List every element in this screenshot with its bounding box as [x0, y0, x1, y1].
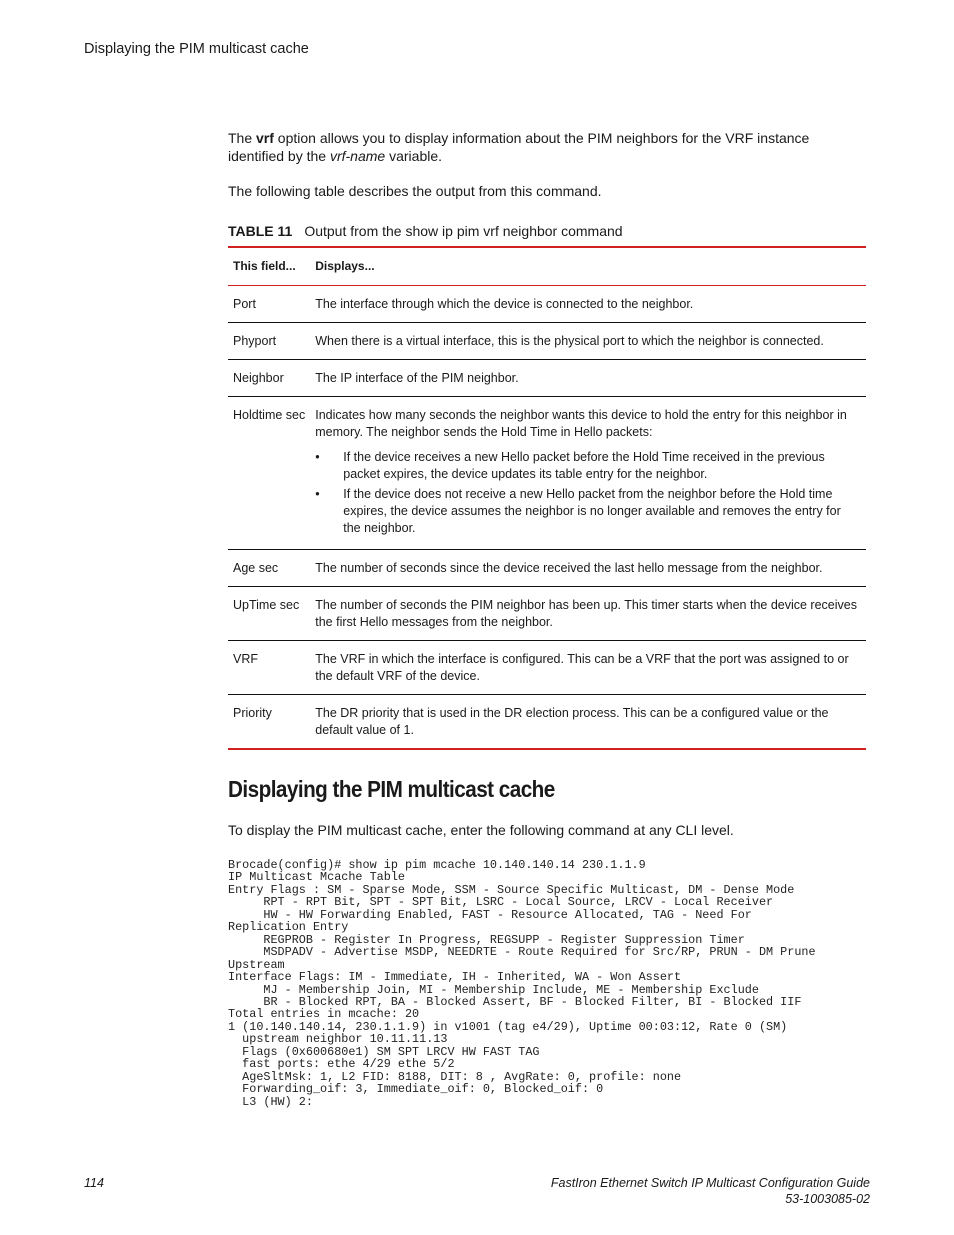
bullet-marker: •	[315, 450, 320, 464]
cli-line: Replication Entry	[228, 920, 349, 935]
table-row	[228, 641, 866, 695]
table-row	[228, 550, 866, 587]
cli-line: Forwarding_oif: 3, Immediate_oif: 0, Blocked_oif: 0	[228, 1082, 604, 1097]
footer-book-info	[551, 1175, 870, 1207]
field-name: Neighbor	[233, 371, 284, 385]
field-name: Age sec	[233, 561, 279, 575]
vrf-keyword: vrf	[256, 130, 274, 146]
intro-text: The	[228, 130, 257, 146]
cli-line: IP Multicast Mcache Table	[228, 870, 405, 885]
field-description: The DR priority that is used in the DR election process. This can be a configured value or the default value of 1.	[315, 706, 829, 737]
book-title: FastIron Ethernet Switch IP Multicast Configuration Guide	[550, 1176, 870, 1190]
field-description: The IP interface of the PIM neighbor.	[315, 371, 519, 385]
cli-line: BR - Blocked RPT, BA - Blocked Assert, BF - Blocked Filter, BI - Blocked IIF	[228, 994, 802, 1009]
list-item	[315, 449, 861, 483]
cli-line: AgeSltMsk: 1, L2 FID: 8188, DIT: 8 , AvgRate: 0, profile: none	[228, 1069, 682, 1084]
column-header-field: This field...	[233, 259, 296, 273]
cli-line: Entry Flags : SM - Sparse Mode, SSM - Source Specific Multicast, DM - Dense Mode	[228, 882, 795, 897]
cli-line: fast ports: ethe 4/29 ethe 5/2	[228, 1057, 455, 1072]
field-name: Phyport	[233, 334, 277, 348]
cli-line: Interface Flags: IM - Immediate, IH - Inherited, WA - Won Assert	[228, 970, 682, 985]
table-row	[228, 323, 866, 360]
vrf-name-variable: vrf-name	[329, 148, 386, 164]
cli-output-block	[228, 859, 816, 1108]
field-description: The number of seconds the PIM neighbor has been up. This timer starts when the device receives the first Hello messages from the neighbor.	[315, 598, 857, 629]
cli-line: Brocade(config)# show ip pim mcache 10.140.140.14 230.1.1.9	[228, 858, 646, 872]
page-number: 114	[84, 1176, 104, 1190]
cli-line: Upstream	[228, 957, 285, 972]
table-row	[228, 360, 866, 397]
document-number: 53-1003085-02	[785, 1192, 870, 1206]
cli-line: 1 (10.140.140.14, 230.1.1.9) in v1001 (tag e4/29), Uptime 00:03:12, Rate 0 (SM)	[228, 1019, 788, 1034]
cli-line: Total entries in mcache: 20	[228, 1007, 420, 1022]
cli-line: HW - HW Forwarding Enabled, FAST - Resource Allocated, TAG - Need For	[228, 907, 752, 922]
table-title: Output from the show ip pim vrf neighbor command	[304, 223, 623, 239]
output-field-table	[228, 246, 866, 750]
table-row	[228, 397, 866, 550]
bullet-text: If the device receives a new Hello packet before the Hold Time received in the previous packet expires, the device updates its table entry for the neighbor.	[343, 450, 825, 481]
intro-text-end: variable.	[385, 148, 443, 164]
cli-line: MJ - Membership Join, MI - Membership Include, ME - Membership Exclude	[228, 982, 759, 997]
table-header-row	[228, 247, 866, 286]
running-header: Displaying the PIM multicast cache	[84, 41, 309, 57]
intro-paragraph	[228, 129, 848, 165]
field-name: UpTime sec	[233, 598, 300, 612]
cli-line: L3 (HW) 2:	[228, 1094, 313, 1109]
table-row	[228, 695, 866, 750]
table-row	[228, 587, 866, 641]
field-description: The number of seconds since the device received the last hello message from the neighbor.	[315, 561, 823, 575]
table-number: TABLE 11	[228, 223, 293, 239]
cli-line: Flags (0x600680e1) SM SPT LRCV HW FAST TAG	[228, 1044, 540, 1059]
table-row	[228, 286, 866, 323]
holdtime-bullet-list	[315, 449, 861, 537]
cli-line: REGPROB - Register In Progress, REGSUPP - Register Suppression Timer	[228, 932, 745, 947]
table-caption	[228, 223, 623, 239]
table-intro-paragraph: The following table describes the output from this command.	[228, 183, 602, 199]
field-description: The interface through which the device is connected to the neighbor.	[315, 297, 694, 311]
cli-line: RPT - RPT Bit, SPT - SPT Bit, LSRC - Local Source, LRCV - Local Receiver	[228, 895, 774, 910]
field-name: Holdtime sec	[233, 408, 306, 422]
list-item	[315, 486, 861, 537]
field-description: When there is a virtual interface, this is the physical port to which the neighbor is connected.	[315, 334, 824, 348]
column-header-displays: Displays...	[315, 259, 375, 273]
cli-line: MSDPADV - Advertise MSDP, NEEDRTE - Route Required for Src/RP, PRUN - DM Prune	[228, 945, 816, 960]
intro-text-mid: option allows you to display information about the PIM neighbors for the VRF instance identified by the	[228, 130, 810, 164]
cli-line: upstream neighbor 10.11.11.13	[228, 1032, 448, 1047]
bullet-marker: •	[315, 487, 320, 501]
field-description: The VRF in which the interface is configured. This can be a VRF that the port was assigned to or the default VRF of the device.	[315, 652, 849, 683]
field-name: Port	[233, 297, 256, 311]
section-heading: Displaying the PIM multicast cache	[228, 776, 555, 802]
holdtime-description: Indicates how many seconds the neighbor wants this device to hold the entry for this neighbor in memory. The neighbor sends the Hold Time in Hello packets:	[315, 408, 847, 439]
field-description	[310, 397, 866, 550]
section-intro-paragraph: To display the PIM multicast cache, enter the following command at any CLI level.	[228, 822, 734, 838]
bullet-text: If the device does not receive a new Hello packet from the neighbor before the Hold time expires, the device assumes the neighbor is no longer available and removes the entry for the neighbor.	[343, 487, 841, 535]
field-name: Priority	[233, 706, 272, 720]
field-name: VRF	[233, 652, 258, 666]
